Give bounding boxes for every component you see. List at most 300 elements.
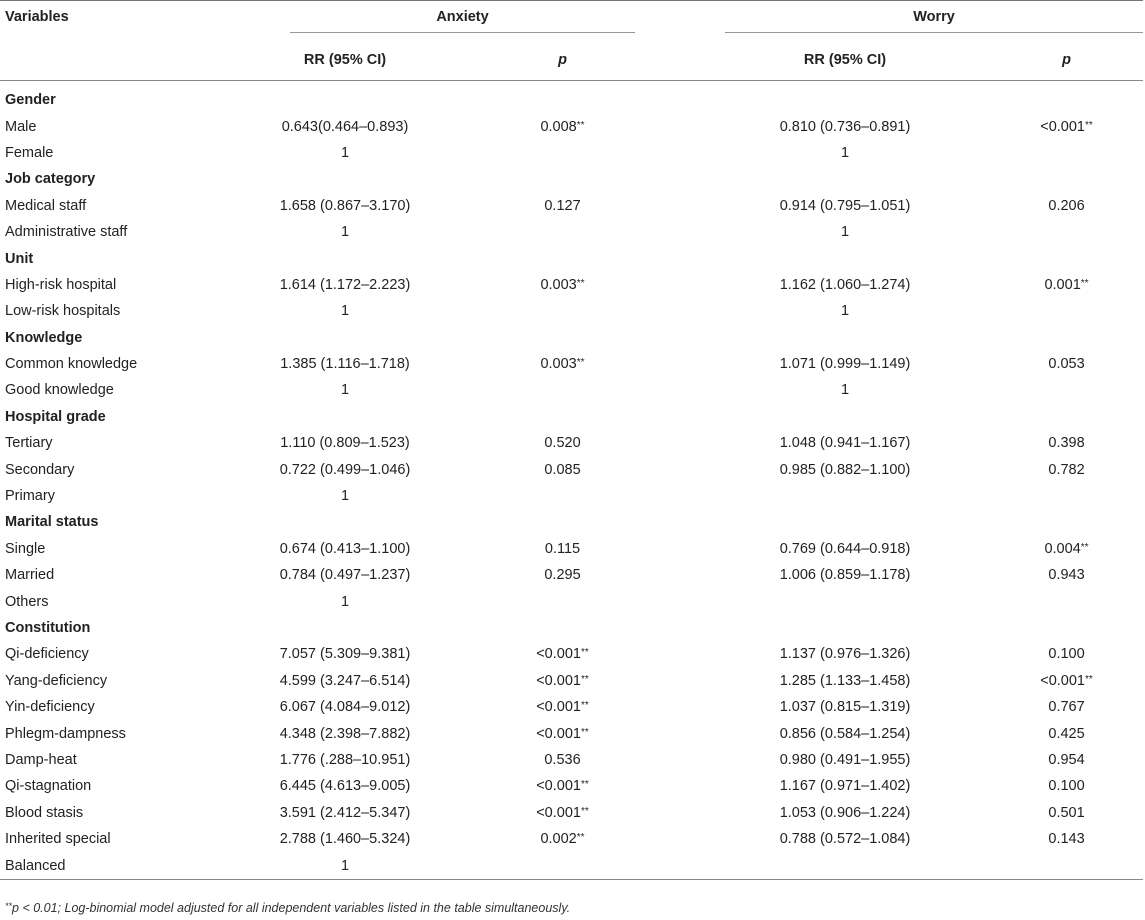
group-row <box>0 245 1143 271</box>
anxiety-rr-header: RR (95% CI) <box>303 52 387 69</box>
significance-marker: ** <box>1085 673 1093 685</box>
variable-label-value: Primary <box>5 488 55 505</box>
anxiety-rr-cell <box>200 773 490 799</box>
variable-label-value: High-risk hospital <box>5 276 117 293</box>
variable-label <box>0 272 200 298</box>
worry-p-cell-value: 0.143 <box>1048 831 1085 848</box>
table-row <box>0 694 1143 720</box>
variable-label-value: Damp-heat <box>5 751 77 768</box>
anxiety-rr-cell-value: 0.643(0.464–0.893) <box>281 118 409 135</box>
anxiety-p-cell-value: <0.001 <box>536 646 581 663</box>
variable-label <box>0 140 200 166</box>
anxiety-p-cell <box>490 668 635 694</box>
anxiety-rr-cell <box>200 272 490 298</box>
anxiety-p-cell <box>490 720 635 746</box>
variable-label <box>0 298 200 324</box>
anxiety-p-cell <box>490 562 635 588</box>
worry-rr-cell <box>700 219 990 245</box>
worry-p-cell <box>990 694 1143 720</box>
worry-rr-cell-value: 1.071 (0.999–1.149) <box>779 356 911 373</box>
table-footnote <box>5 901 570 915</box>
variable-label-value: Common knowledge <box>5 356 138 373</box>
group-label: Constitution <box>5 620 91 636</box>
anxiety-p-cell <box>490 377 635 403</box>
anxiety-rr-cell-value: 1.614 (1.172–2.223) <box>279 276 411 293</box>
worry-rr-cell-value: 0.856 (0.584–1.254) <box>779 725 911 742</box>
worry-p-cell-value: 0.004 <box>1044 540 1081 557</box>
variable-label-value: Tertiary <box>5 435 53 452</box>
worry-p-cell <box>990 483 1143 509</box>
worry-rr-cell-value: 1.167 (0.971–1.402) <box>779 778 911 795</box>
anxiety-rr-cell-value: 0.674 (0.413–1.100) <box>279 540 411 557</box>
worry-p-cell <box>990 641 1143 667</box>
significance-marker: ** <box>580 779 589 791</box>
worry-rr-cell-value: 1.037 (0.815–1.319) <box>779 699 911 716</box>
table-row <box>0 747 1143 773</box>
anxiety-rr-cell-value: 1.776 (.288–10.951) <box>279 751 411 768</box>
table-row <box>0 193 1143 219</box>
worry-p-cell-value: 0.782 <box>1048 461 1085 478</box>
worry-header-label: Worry <box>725 9 1143 33</box>
table-row <box>0 852 1143 879</box>
worry-rr-cell <box>700 720 990 746</box>
variable-label-value: Secondary <box>5 461 75 478</box>
variable-label <box>0 351 200 377</box>
variable-label <box>0 747 200 773</box>
worry-rr-cell <box>700 377 990 403</box>
worry-rr-cell <box>700 430 990 456</box>
significance-marker: ** <box>576 357 585 369</box>
worry-rr-cell <box>700 456 990 482</box>
table-row <box>0 377 1143 403</box>
gap-cell <box>635 193 700 219</box>
table-row <box>0 113 1143 139</box>
worry-p-cell-value: 0.001 <box>1044 276 1081 293</box>
table-row <box>0 826 1143 852</box>
table-row <box>0 536 1143 562</box>
anxiety-rr-cell <box>200 456 490 482</box>
anxiety-rr-cell <box>200 193 490 219</box>
variable-label <box>0 377 200 403</box>
variable-label-value: Married <box>5 567 55 584</box>
anxiety-p-cell <box>490 694 635 720</box>
worry-rr-cell <box>700 113 990 139</box>
group-row <box>0 404 1143 430</box>
anxiety-p-cell-value: 0.295 <box>544 567 581 584</box>
table-row <box>0 562 1143 588</box>
group-label: Gender <box>5 92 56 109</box>
anxiety-rr-cell <box>200 694 490 720</box>
worry-p-cell <box>990 298 1143 324</box>
worry-rr-cell-value: 1 <box>840 144 850 161</box>
anxiety-rr-cell <box>200 852 490 879</box>
group-row <box>0 615 1143 641</box>
worry-rr-cell <box>700 694 990 720</box>
variable-label-value: Single <box>5 540 46 557</box>
anxiety-p-cell <box>490 456 635 482</box>
gap-cell <box>635 720 700 746</box>
group-label: Knowledge <box>5 329 83 346</box>
variable-label-value: Qi-stagnation <box>5 778 92 795</box>
worry-p-cell-value: 0.425 <box>1048 725 1085 742</box>
anxiety-rr-cell <box>200 800 490 826</box>
anxiety-p-cell-value: 0.003 <box>540 356 577 373</box>
worry-rr-cell <box>700 483 990 509</box>
worry-p-cell <box>990 720 1143 746</box>
anxiety-p-cell-value: <0.001 <box>536 804 581 821</box>
gap-cell <box>635 668 700 694</box>
worry-rr-cell <box>700 826 990 852</box>
table-row <box>0 219 1143 245</box>
group-label: Marital status <box>5 514 99 531</box>
worry-rr-cell <box>700 588 990 614</box>
worry-rr-cell-value: 1.048 (0.941–1.167) <box>779 435 911 452</box>
anxiety-rr-cell <box>200 377 490 403</box>
anxiety-rr-cell <box>200 641 490 667</box>
worry-p-cell-value: <0.001 <box>1040 118 1085 135</box>
worry-p-cell <box>990 219 1143 245</box>
worry-rr-cell-value: 0.985 (0.882–1.100) <box>779 461 911 478</box>
significance-marker: ** <box>1085 119 1093 131</box>
variables-header: Variables <box>0 1 200 41</box>
anxiety-p-cell-value: 0.085 <box>544 461 581 478</box>
worry-p-cell <box>990 773 1143 799</box>
worry-p-cell-value: 0.954 <box>1048 751 1085 768</box>
variable-label <box>0 800 200 826</box>
worry-rr-cell-value: 0.914 (0.795–1.051) <box>779 197 911 214</box>
table-row <box>0 456 1143 482</box>
variable-label <box>0 641 200 667</box>
table-row <box>0 140 1143 166</box>
anxiety-p-cell-value: <0.001 <box>536 725 581 742</box>
worry-p-cell <box>990 747 1143 773</box>
variable-label-value: Medical staff <box>5 197 87 214</box>
gap-cell <box>635 456 700 482</box>
worry-rr-cell-value: 1.053 (0.906–1.224) <box>779 804 911 821</box>
worry-p-cell <box>990 456 1143 482</box>
worry-rr-cell-value: 1.137 (0.976–1.326) <box>779 646 911 663</box>
gap-cell <box>635 694 700 720</box>
table-row <box>0 272 1143 298</box>
worry-rr-cell-value: 1 <box>840 224 850 241</box>
variable-label-value: Yang-deficiency <box>5 672 108 689</box>
variable-label <box>0 483 200 509</box>
worry-p-cell <box>990 562 1143 588</box>
anxiety-p-cell-value: 0.002 <box>540 831 577 848</box>
anxiety-p-cell <box>490 193 635 219</box>
anxiety-rr-cell-value: 0.784 (0.497–1.237) <box>279 567 411 584</box>
table-row <box>0 298 1143 324</box>
significance-marker: ** <box>580 647 589 659</box>
group-label: Unit <box>5 250 34 267</box>
anxiety-p-cell <box>490 588 635 614</box>
anxiety-p-cell-value: <0.001 <box>536 778 581 795</box>
anxiety-rr-cell <box>200 351 490 377</box>
anxiety-rr-cell-value: 7.057 (5.309–9.381) <box>279 646 411 663</box>
anxiety-rr-cell-value: 3.591 (2.412–5.347) <box>279 804 411 821</box>
anxiety-rr-cell <box>200 747 490 773</box>
anxiety-rr-cell-value: 1 <box>340 224 350 241</box>
variable-label <box>0 562 200 588</box>
worry-rr-cell-value: 1.285 (1.133–1.458) <box>779 672 911 689</box>
group-row <box>0 87 1143 113</box>
anxiety-rr-cell-value: 6.445 (4.613–9.005) <box>279 778 411 795</box>
worry-rr-cell <box>700 272 990 298</box>
table-row <box>0 430 1143 456</box>
table-row <box>0 668 1143 694</box>
gap-cell <box>635 351 700 377</box>
significance-marker: ** <box>576 119 585 131</box>
table-row <box>0 483 1143 509</box>
gap-cell <box>635 773 700 799</box>
worry-p-cell-value: 0.398 <box>1048 435 1085 452</box>
anxiety-rr-cell <box>200 430 490 456</box>
variable-label-value: Male <box>5 118 37 135</box>
table-row <box>0 800 1143 826</box>
anxiety-rr-cell <box>200 720 490 746</box>
anxiety-p-cell <box>490 272 635 298</box>
worry-p-cell-value: <0.001 <box>1040 672 1085 689</box>
anxiety-rr-cell-value: 1.110 (0.809–1.523) <box>280 435 410 452</box>
worry-rr-cell-value: 0.810 (0.736–0.891) <box>779 118 911 135</box>
anxiety-rr-cell <box>200 298 490 324</box>
significance-marker: ** <box>580 726 589 738</box>
anxiety-p-cell <box>490 852 635 879</box>
gap-cell <box>635 588 700 614</box>
worry-p-cell-value: 0.943 <box>1048 567 1085 584</box>
anxiety-rr-cell-value: 0.722 (0.499–1.046) <box>279 461 411 478</box>
gap-cell <box>635 140 700 166</box>
anxiety-header <box>200 1 635 41</box>
gap-cell <box>635 852 700 879</box>
worry-rr-cell-value: 0.769 (0.644–0.918) <box>779 540 911 557</box>
anxiety-p-cell-value: <0.001 <box>536 672 581 689</box>
significance-marker: ** <box>580 805 589 817</box>
anxiety-rr-cell-value: 1 <box>340 488 350 505</box>
significance-marker: ** <box>1080 277 1089 289</box>
gap-cell <box>635 641 700 667</box>
significance-marker: ** <box>580 700 589 712</box>
variable-label <box>0 456 200 482</box>
group-row <box>0 325 1143 351</box>
worry-p-cell <box>990 536 1143 562</box>
significance-marker: ** <box>1080 541 1089 553</box>
footnote-text: p < 0.01; Log-binomial model adjusted for all independent variables listed in the table simultaneously. <box>12 901 571 915</box>
variable-label-value: Inherited special <box>5 831 111 848</box>
variable-label <box>0 113 200 139</box>
worry-p-cell <box>990 852 1143 879</box>
anxiety-p-cell-value: 0.003 <box>540 276 577 293</box>
variable-label-value: Administrative staff <box>5 224 128 241</box>
anxiety-rr-cell <box>200 562 490 588</box>
variable-label-value: Blood stasis <box>5 804 84 821</box>
anxiety-rr-cell-value: 1 <box>340 382 350 399</box>
worry-rr-cell-value: 1.162 (1.060–1.274) <box>779 276 911 293</box>
gap-cell <box>635 219 700 245</box>
gap-cell <box>635 430 700 456</box>
anxiety-p-cell <box>490 219 635 245</box>
worry-rr-cell <box>700 536 990 562</box>
anxiety-rr-cell <box>200 588 490 614</box>
table-row <box>0 720 1143 746</box>
anxiety-rr-cell-value: 1.658 (0.867–3.170) <box>279 197 411 214</box>
worry-rr-cell-value: 1 <box>840 382 850 399</box>
table-row <box>0 351 1143 377</box>
worry-rr-cell-value: 1.006 (0.859–1.178) <box>779 567 911 584</box>
variable-label <box>0 826 200 852</box>
anxiety-p-cell <box>490 298 635 324</box>
anxiety-rr-cell <box>200 668 490 694</box>
anxiety-p-cell <box>490 140 635 166</box>
worry-rr-cell <box>700 668 990 694</box>
anxiety-p-cell <box>490 483 635 509</box>
anxiety-rr-cell-value: 4.599 (3.247–6.514) <box>279 672 411 689</box>
worry-p-cell <box>990 588 1143 614</box>
worry-rr-cell <box>700 193 990 219</box>
anxiety-rr-cell-value: 1 <box>340 144 350 161</box>
significance-marker: ** <box>580 673 589 685</box>
anxiety-p-cell-value: 0.008 <box>540 118 577 135</box>
anxiety-rr-cell <box>200 140 490 166</box>
group-row <box>0 509 1143 535</box>
worry-p-cell <box>990 113 1143 139</box>
variable-label <box>0 430 200 456</box>
significance-marker: ** <box>576 277 585 289</box>
worry-rr-cell <box>700 140 990 166</box>
worry-rr-cell <box>700 641 990 667</box>
anxiety-p-cell-value: 0.520 <box>544 435 581 452</box>
variable-label-value: Low-risk hospitals <box>5 303 121 320</box>
worry-rr-cell <box>700 298 990 324</box>
worry-rr-header: RR (95% CI) <box>803 52 887 69</box>
worry-p-cell <box>990 377 1143 403</box>
worry-rr-cell-value: 1 <box>840 303 850 320</box>
variable-label <box>0 773 200 799</box>
gap-cell <box>635 272 700 298</box>
table-body <box>0 81 1143 880</box>
anxiety-p-cell <box>490 430 635 456</box>
worry-p-cell <box>990 140 1143 166</box>
gap-cell <box>635 747 700 773</box>
worry-rr-cell <box>700 852 990 879</box>
gap-cell <box>635 377 700 403</box>
table-row <box>0 588 1143 614</box>
worry-p-cell <box>990 800 1143 826</box>
anxiety-rr-cell-value: 1 <box>340 593 350 610</box>
anxiety-p-cell <box>490 773 635 799</box>
anxiety-rr-cell-value: 1 <box>340 303 350 320</box>
gap-cell <box>635 536 700 562</box>
variable-label <box>0 193 200 219</box>
gap-cell <box>635 826 700 852</box>
worry-p-cell <box>990 351 1143 377</box>
variable-label-value: Qi-deficiency <box>5 646 89 663</box>
anxiety-rr-cell <box>200 219 490 245</box>
anxiety-rr-cell <box>200 826 490 852</box>
anxiety-p-cell-value: <0.001 <box>536 699 581 716</box>
worry-p-cell-value: 0.100 <box>1048 646 1085 663</box>
worry-rr-cell <box>700 747 990 773</box>
anxiety-rr-cell-value: 1 <box>340 857 350 874</box>
worry-p-cell-value: 0.206 <box>1048 197 1085 214</box>
table-row <box>0 641 1143 667</box>
anxiety-rr-cell <box>200 113 490 139</box>
worry-rr-cell <box>700 351 990 377</box>
worry-p-cell <box>990 272 1143 298</box>
table-row <box>0 773 1143 799</box>
anxiety-rr-cell-value: 4.348 (2.398–7.882) <box>279 725 411 742</box>
variable-label-value: Female <box>5 144 54 161</box>
worry-p-cell-value: 0.767 <box>1048 699 1085 716</box>
worry-p-cell-value: 0.501 <box>1048 804 1085 821</box>
worry-p-header: p <box>1062 52 1071 69</box>
variable-label <box>0 852 200 879</box>
anxiety-p-cell <box>490 351 635 377</box>
gap-cell <box>635 113 700 139</box>
group-row <box>0 166 1143 192</box>
anxiety-rr-cell-value: 6.067 (4.084–9.012) <box>279 699 411 716</box>
significance-marker: ** <box>576 832 585 844</box>
anxiety-p-cell <box>490 800 635 826</box>
worry-p-cell <box>990 826 1143 852</box>
variable-label-value: Others <box>5 593 49 610</box>
anxiety-p-cell <box>490 641 635 667</box>
worry-p-cell <box>990 668 1143 694</box>
worry-rr-cell-value: 0.788 (0.572–1.084) <box>779 831 911 848</box>
footnote-stars: ** <box>5 901 13 911</box>
worry-rr-cell-value: 0.980 (0.491–1.955) <box>779 751 911 768</box>
anxiety-p-header: p <box>558 52 567 69</box>
worry-rr-cell <box>700 562 990 588</box>
group-label: Hospital grade <box>5 408 106 425</box>
worry-p-cell <box>990 193 1143 219</box>
worry-p-cell-value: 0.053 <box>1048 356 1085 373</box>
anxiety-rr-cell <box>200 536 490 562</box>
anxiety-p-cell <box>490 536 635 562</box>
anxiety-rr-cell-value: 2.788 (1.460–5.324) <box>279 831 411 848</box>
worry-rr-cell <box>700 773 990 799</box>
worry-p-cell-value: 0.100 <box>1048 778 1085 795</box>
variable-label <box>0 536 200 562</box>
variable-label <box>0 219 200 245</box>
variable-label <box>0 720 200 746</box>
anxiety-p-cell-value: 0.115 <box>544 540 581 557</box>
table-header <box>0 1 1143 81</box>
gap-cell <box>635 483 700 509</box>
anxiety-rr-cell-value: 1.385 (1.116–1.718) <box>280 356 410 373</box>
anxiety-rr-cell <box>200 483 490 509</box>
variable-label <box>0 588 200 614</box>
variable-label <box>0 668 200 694</box>
variable-label-value: Yin-deficiency <box>5 699 95 716</box>
anxiety-p-cell <box>490 113 635 139</box>
variable-label-value: Good knowledge <box>5 382 114 399</box>
anxiety-p-cell <box>490 826 635 852</box>
anxiety-p-cell-value: 0.127 <box>544 197 581 214</box>
variable-label-value: Balanced <box>5 857 66 874</box>
anxiety-p-cell-value: 0.536 <box>544 751 581 768</box>
anxiety-p-cell <box>490 747 635 773</box>
group-label: Job category <box>5 171 96 188</box>
variable-label <box>0 694 200 720</box>
worry-rr-cell <box>700 800 990 826</box>
gap-cell <box>635 298 700 324</box>
worry-header <box>700 1 1143 41</box>
gap-cell <box>635 800 700 826</box>
gap-cell <box>635 562 700 588</box>
anxiety-header-label: Anxiety <box>290 9 635 33</box>
worry-p-cell <box>990 430 1143 456</box>
